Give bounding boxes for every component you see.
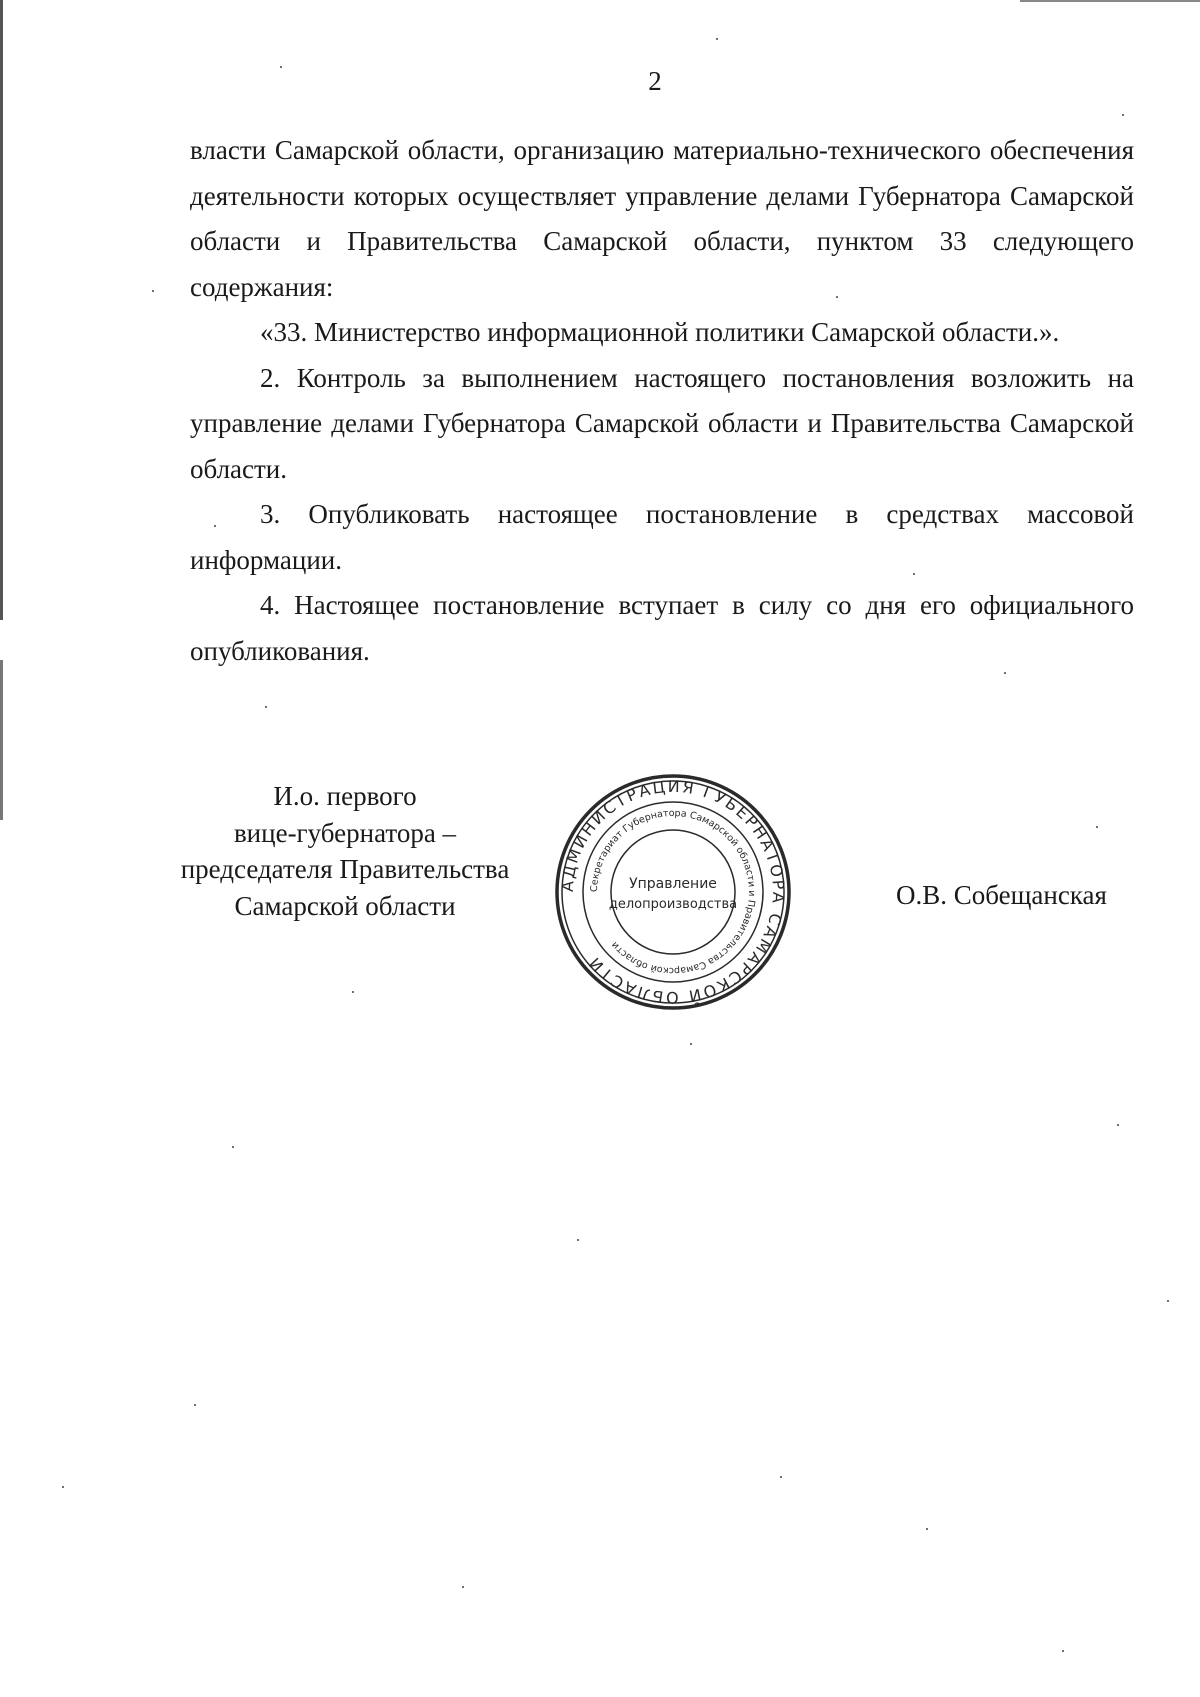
page-number: 2	[648, 66, 662, 96]
scan-speck	[577, 1239, 579, 1241]
scan-speck	[62, 1486, 64, 1488]
seal-inner-text: Секретариат Губернатора Самарской области и Правительства Самарской области	[588, 807, 758, 977]
scan-speck	[462, 1586, 464, 1588]
signatory-position	[160, 778, 530, 924]
scan-speck	[1004, 672, 1006, 674]
scan-speck	[1062, 1650, 1064, 1652]
scan-speck	[780, 1476, 782, 1478]
scan-speck	[1122, 114, 1124, 116]
position-line: вице-губернатора –	[233, 817, 457, 848]
scan-speck	[836, 296, 838, 298]
svg-text:Секретариат Губернатора Самарс	[589, 808, 757, 976]
seal-graphic	[553, 772, 793, 1012]
scan-speck	[1117, 1124, 1119, 1126]
scan-speck	[265, 706, 267, 708]
seal-outer-text: АДМИНИСТРАЦИЯ ГУБЕРНАТОРА САМАРСКОЙ ОБЛАСТИ	[557, 776, 789, 1008]
paragraph-continuation: власти Самарской области, организацию материально-технического обеспечения деятельности которых осуществляет управление делами Губернатора Самарской области и Правительства Самарской области, пунктом 33 следующего содержания:	[190, 135, 1134, 302]
position-line: председателя Правительства	[180, 854, 510, 884]
official-seal	[553, 772, 793, 1012]
scan-speck	[926, 1528, 928, 1530]
paragraph-item-33: «33. Министерство информационной политики Самарской области.».	[260, 317, 1060, 347]
paragraph-control: 2. Контроль за выполнением настоящего постановления возложить на управление делами Губернатора Самарской области и Правительства Самарской области.	[190, 362, 1134, 484]
scan-speck	[152, 290, 154, 292]
scan-speck	[232, 1146, 234, 1148]
scan-speck	[280, 66, 282, 68]
scan-speck	[690, 1043, 692, 1045]
position-line: И.о. первого	[273, 781, 417, 811]
scan-speck	[1096, 826, 1098, 828]
scan-speck	[194, 1404, 196, 1406]
position-line: Самарской области	[234, 890, 456, 921]
scan-speck	[1167, 1300, 1169, 1302]
document-body	[190, 128, 1134, 674]
paragraph-effective: 4. Настоящее постановление вступает в силу со дня его официального опубликования.	[190, 590, 1134, 666]
scan-edge-left	[0, 0, 3, 1697]
scan-speck	[716, 38, 718, 40]
seal-center-line-2: делопроизводства	[608, 897, 738, 912]
scan-speck	[913, 573, 915, 575]
scan-edge-top	[1020, 0, 1200, 2]
scan-speck	[352, 991, 354, 993]
signatory-name: О.В. Собещанская	[896, 880, 1107, 910]
scan-speck	[214, 525, 216, 527]
paragraph-publish: 3. Опубликовать настоящее постановление в средствах массовой информации.	[190, 499, 1134, 575]
seal-center-line-1: Управление	[629, 876, 717, 892]
